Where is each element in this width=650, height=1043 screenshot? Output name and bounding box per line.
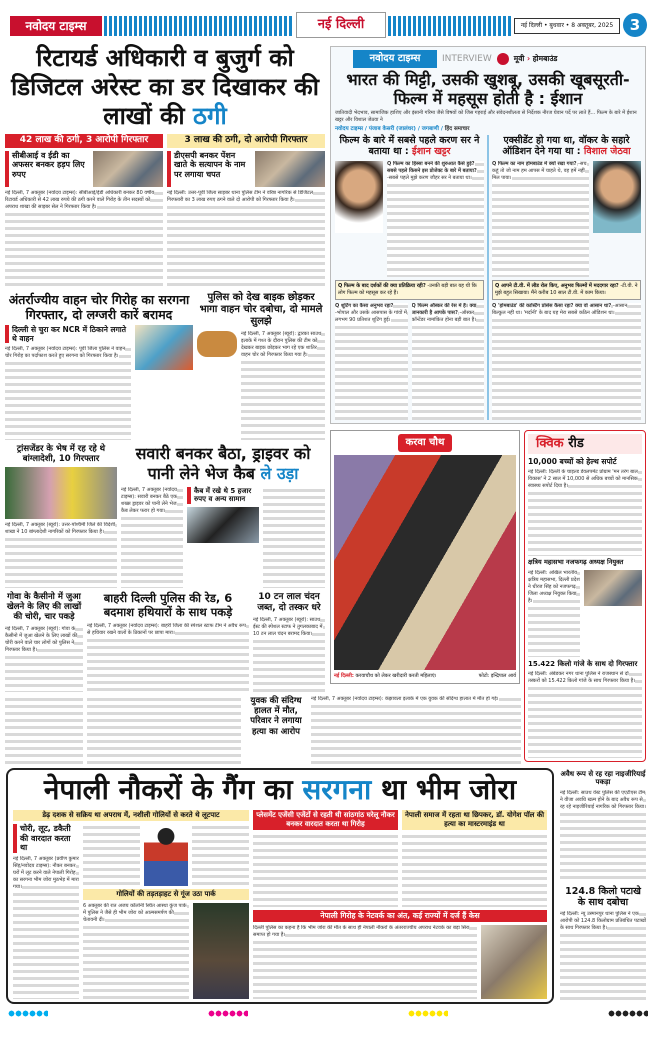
- goa-story: [5, 592, 83, 692]
- trans-photo: [5, 467, 117, 519]
- karwa-photo-box: [330, 430, 520, 684]
- vishal-column: [492, 135, 641, 420]
- nepali-body-col2: [83, 824, 140, 886]
- nepali-sub-3: नेपाली समाज में रहता था छिपकर, डॉ. योगेश पॉल की हत्या का मास्टरमाइंड था: [402, 810, 547, 830]
- karwa-photo: [334, 455, 516, 670]
- interview-headline: भारत की मिट्टी, उसकी खुशबू, उसकी खूबसूरती- फिल्म में महसूस होती है : ईशान: [346, 70, 630, 108]
- vishal-qa-3: Q 'होमबाउंड' की कास्टिंग प्रोसेस कैसा रहा? क्या वो आसान था? -आसान बिल्कुल नहीं था। 'मर्दानी' के बाद यह मेरा सबसे कठिन ऑडिशन था।: [492, 303, 641, 420]
- ishaan-column: [335, 135, 484, 420]
- handcuffs-icon: [197, 331, 237, 357]
- outer-body: नई दिल्ली, 7 अक्तूबर (नवोदय टाइम्स): बाहरी जिला की स्पेशल स्टाफ टीम ने अवैध रूप से हथियार रखने वालों के ठिकानों पर छापा मारा।: [87, 623, 249, 692]
- lead-subheads: [5, 134, 325, 148]
- nepali-sub-5: नेपाली गिरोह के नेटवर्क का अंत, कई राज्यों में दर्ज हैं केस: [253, 910, 547, 922]
- nepali-left-top: [83, 824, 249, 886]
- vehicle-story: [5, 292, 193, 440]
- nepali-body-col4: [253, 833, 398, 907]
- quick-item-2-photo: [584, 570, 642, 606]
- quick-read-box: [524, 430, 646, 762]
- color-registration-marks: [8, 1010, 648, 1022]
- quick-read-title: क्विक रीड: [528, 434, 642, 454]
- lead-kicker-row-1: [5, 151, 163, 187]
- lower-left-stories: [5, 592, 325, 692]
- outer-body-continued: [87, 696, 241, 764]
- nepali-body-area: [13, 810, 547, 999]
- thief-illustration: [144, 824, 188, 886]
- lead-photo-2: [255, 151, 325, 187]
- cab-headline: सवारी बनकर बैठा, ड्राइवर को पानी लेने भेज कैब ले उड़ा: [135, 444, 311, 483]
- trans-cab-stories: [5, 444, 325, 588]
- nepali-body-3: दिल्ली पुलिस का कहना है कि भीम जोरा की मौत के साथ ही नेपाली नौकरों के अंतरराज्यीय अपराध नेटवर्क का बड़ा सिरा समाप्त हो गया है।: [253, 925, 477, 999]
- nepali-kicker: चोरी, लूट, डकैती की वारदात करता था: [13, 824, 79, 853]
- page-number: 3: [623, 13, 647, 37]
- nepali-body-2: 6 अक्तूबर की रात अजय कॉलोनी स्थित आस्था कुंज पार्क में पुलिस ने जैसे ही भीम जोरा को आत्मसमर्पण की चेतावनी दी।: [83, 903, 189, 999]
- vehicle-body: नई दिल्ली, 7 अक्तूबर (नवोदय टाइम्स): पूर्वी जिला पुलिस ने वाहन चोर गिरोह का पर्दाफाश करते हुए सरगना को गिरफ्तार किया है।: [5, 346, 131, 440]
- interview-tag: INTERVIEW: [442, 54, 492, 64]
- nepali-left-content: [13, 824, 249, 999]
- quick-item-3-body: नई दिल्ली: अंबेडकर नगर थाना पुलिस ने राजस्थान से दो तस्करों को 15.422 किलो गांजे के साथ गिरफ्तार किया है।: [528, 671, 642, 758]
- lower-left-bottom: [5, 696, 521, 764]
- vehicle-text-col: [5, 325, 131, 440]
- lead-body-1: नई दिल्ली, 7 अक्तूबर (नवोदय टाइम्स): सीबीआई/ईडी अधिकारी बनकर 80 वर्षीय रिटायर्ड अधिकारी से 42 लाख रुपये की ठगी करने वाले गिरोह के तीन सदस्यों को अपराध शाखा की साइबर सेल ने गिरफ्तार किया है।: [5, 190, 163, 288]
- lead-column-1: [5, 151, 163, 288]
- side-headline-1: अवैध रूप से रह रहा नाइजीरियाई पकड़ा: [560, 770, 646, 787]
- goa-body: नई दिल्ली, 7 अक्तूबर (ब्यूरो): गोवा के कैसीनो में जुआ खेलने के लिए लाखों की चोरी करने वाले चार लोगों को पुलिस ने गिरफ्तार किया है।: [5, 626, 83, 692]
- crime-scene-photo: [481, 925, 547, 999]
- ishaan-top: [335, 161, 484, 278]
- nepali-right-bottom: [253, 925, 547, 999]
- interview-credits: नवोदय टाइम्स / पंजाब केसरी (जालंधर) / जगबाणी / हिंद समाचार: [335, 126, 470, 132]
- cab-body: नई दिल्ली, 7 अक्तूबर (नवोदय टाइम्स): सवारी बनकर बैठे एक शख्स ड्राइवर को पानी लेने भेज कैब लेकर फरार हो गया।: [121, 487, 183, 588]
- nepali-sub-2: प्लेसमेंट एजेंसी एजेंटों से रहती थी सांठगांठ घरेलू नौकर बनकर वारदात करता था गिरोह: [253, 810, 398, 830]
- vishal-qa-2: Q आपने टी.वी. में लीड रोल किए, अनुभव फिल्मों में मददगार रहा? -टी.वी. ने मुझे बहुत सिखाया। मैंने करीब 10 साल टी.वी. में काम किया।: [492, 280, 641, 300]
- sandal-headline: 10 टन लाल चंदन जब्त, दो तस्कर धरे: [257, 592, 321, 613]
- cab-content: [121, 487, 325, 588]
- cab-photo: [187, 507, 259, 543]
- nepali-sub-1: डेढ़ दशक से सक्रिय था अपराध में, नशीली गोलियों से करते थे लूटपाट: [13, 810, 249, 821]
- trans-body: नई दिल्ली, 7 अक्तूबर (ब्यूरो): उत्तर-पश्चिमी जिले की विदेशी शाखा ने 10 बांग्लादेशी नागरिकों को गिरफ्तार किया है।: [5, 522, 117, 588]
- nepali-left: [13, 810, 249, 999]
- youth-body: नई दिल्ली, 7 अक्तूबर (नवोदय टाइम्स): कंझावला इलाके में एक युवक की संदिग्ध हालात में मौत हो गई।: [311, 696, 521, 764]
- lead-columns: [5, 151, 325, 288]
- ishaan-headline: फिल्म के बारे में सबसे पहले करण सर ने बताया था : ईशान खट्टर: [339, 135, 480, 158]
- quick-item-1-headline: 10,000 बच्चों को हेल्थ सपोर्ट: [528, 457, 617, 466]
- cab-story: [121, 444, 325, 588]
- side-body-1: नई दिल्ली: साउथ वेस्ट पुलिस की एएटीएस टीम ने वीजा अवधि खत्म होने के बाद अवैध रूप से रह रहे नाइजीरियाई नागरिक को गिरफ्तार किया।: [560, 790, 646, 883]
- nepali-body-col3: [192, 824, 249, 886]
- lead-body-2: नई दिल्ली: उत्तर-पूर्वी जिला साइबर थाना पुलिस टीम ने वरिष्ठ नागरिक से डिजिटल गिरफ्तारी का 3 लाख रुपए ठगने वाले दो आरोपी को गिरफ्तार किया है।: [167, 190, 325, 288]
- interview-section-label: मूवी › होमबाउंड: [513, 54, 558, 63]
- vehicle-illustration: [135, 325, 193, 370]
- encounter-photo: [193, 903, 249, 999]
- youth-headline: युवक की संदिग्ध हालत में मौत, परिवार ने लगाया हत्या का आरोप: [250, 696, 302, 737]
- bike-body: नई दिल्ली, 7 अक्तूबर (ब्यूरो): द्वारका साउथ इलाके में गश्त के दौरान पुलिस की टीम को देखकर बाइक छोड़कर भाग रहे एक शातिर वाहन चोर को गिरफ्तार किया गया है।: [241, 331, 325, 440]
- header-stripe-right: [388, 16, 512, 36]
- nepali-right: [253, 810, 547, 999]
- quick-item-2-body: नई दिल्ली: अखिल भारतीय क्षत्रिय महासभा, दिल्ली प्रदेश ने धीरज सिंह को नजफगढ़ जिला अध्यक्ष नियुक्त किया है।: [528, 570, 580, 657]
- film-reel-icon: [497, 53, 509, 65]
- side-body-2: नई दिल्ली: न्यू उस्मानपुर थाना पुलिस ने एक आरोपी को 124.8 किलोग्राम प्रतिबंधित पटाखों के साथ गिरफ्तार किया है।: [560, 911, 646, 1004]
- cab-body-2: [263, 487, 325, 588]
- ishaan-qa-2: Q फिल्म के बाद दर्शकों की क्या प्रतिक्रिया रही? -उनकी बड़ी बात यह थी कि लोग फिल्म को महसूस कर रहे हैं।: [335, 280, 484, 300]
- quick-item-3-headline: 15.422 किलो गांजे के साथ दो गिरफ्तार: [528, 659, 638, 668]
- side-column: [560, 770, 646, 1004]
- nepali-headline: नेपाली नौकरों के गैंग का सरगना था भीम जोरा: [43, 773, 517, 806]
- bike-story: [197, 292, 325, 440]
- nepali-body-1: नई दिल्ली, 7 अक्तूबर (प्रवीण कुमार सिंह/नवोदय टाइम्स): नौकर बनकर घरों में लूट करने वाले नेपाली गिरोह का सरगना भीम जोरा मुठभेड़ में मारा गया।: [13, 856, 79, 999]
- ishaan-photo: [335, 161, 383, 233]
- bike-content: [197, 331, 325, 440]
- side-headline-2: 124.8 किलो पटाखे के साथ दबोचा: [565, 885, 641, 908]
- outer-headline: बाहरी दिल्ली पुलिस की रेड, 6 बदमाश हथियारों के साथ पकड़े: [103, 591, 233, 619]
- interview-section: [330, 46, 646, 424]
- cab-kicker: कैब में रखे थे 5 हजार रुपए व अन्य सामान: [187, 487, 259, 504]
- logo: नवोदय टाइम्स: [10, 16, 102, 36]
- quick-item-1-body: नई दिल्ली: दिल्ली के चाइल्ड डेवलपमेंट प्रोग्राम 'मन तरंग बाल विकास' ने 2 साल में 10,000 से अधिक बच्चों को मानसिक स्वास्थ्य सपोर्ट दिया है।: [528, 469, 642, 556]
- interview-logo: नवोदय टाइम्स: [353, 50, 437, 68]
- trans-headline: ट्रांसजेंडर के भेष में रह रहे थे बांग्लादेशी, 10 गिरफ्तार: [16, 444, 106, 465]
- karwa-tag: करवा चौथ: [398, 434, 453, 452]
- interview-divider: [487, 135, 489, 420]
- vehicle-bike-stories: [5, 292, 325, 440]
- nepali-left-bottom: [83, 903, 249, 999]
- lead-kicker-row-2: [167, 151, 325, 187]
- interview-intro: जातिवादी भेदभाव, सामाजिक हाशिए और इंसानी गरिमा जैसे विषयों को जिस गहराई और संवेदनशीलता से निर्देशक नीरज घेवान पर्दे पर लाते हैं... फिल्म के बारे में ईशान खट्टर और विशाल जेठवा ने: [335, 110, 637, 123]
- nepali-left-first: [13, 824, 79, 999]
- karwa-caption: नई दिल्ली: करवाचौथ को लेकर खरीदारी करती महिलाएं। फोटो: इन्द्रिपाल आर्य: [334, 673, 516, 679]
- vishal-headline: एक्सीडेंट हो गया था, वॉकर के सहारे ऑडिशन देने गया था : विशाल जेठवा: [502, 135, 631, 158]
- date-line: नई दिल्ली • बुधवार • 8 अक्तूबर, 2025: [514, 18, 620, 34]
- city-label: नई दिल्ली: [296, 12, 386, 38]
- masthead: [0, 10, 650, 42]
- goa-body-continued: [5, 696, 83, 764]
- vishal-photo: [593, 161, 641, 233]
- ishaan-bottom: [335, 303, 484, 420]
- cab-center: [187, 487, 259, 588]
- lead-photo-1: [93, 151, 163, 187]
- sandal-body: नई दिल्ली, 7 अक्तूबर (ब्यूरो): साउथ ईस्ट की स्पेशल स्टाफ ने तुगलकाबाद में 10 टन लाल चंदन बरामद किया।: [253, 617, 325, 692]
- lead-subhead-2: 3 लाख की ठगी, दो आरोपी गिरफ्तार: [167, 134, 325, 148]
- nepali-left-second: [83, 824, 249, 999]
- trans-story: [5, 444, 117, 588]
- interview-tagline: [335, 50, 641, 68]
- vishal-qa-1: Q फिल्म का नाम होमबाउंड में क्यों रखा गया? -सच कहूं तो जो नाम हम आपस में चाहते थे, वह हमें नहीं मिल पाया।: [492, 161, 589, 278]
- ishaan-qa-3: Q शूटिंग का कैसा अनुभव रहा? -भोपाल और उसके आसपास के गांवों में लगभग 90 प्रतिशत शूटिंग हुई।: [335, 303, 408, 420]
- ishaan-qa-1: Q फिल्म का हिस्सा बनने की शुरुआत कैसे हुई? सबसे पहले किसने इस प्रोजेक्ट के बारे में बताया? -सबसे पहले मुझे करण जौहर सर ने बताया था।: [387, 161, 484, 278]
- lead-subhead-1: 42 लाख की ठगी, 3 आरोपी गिरफ्तार: [5, 134, 163, 148]
- outer-story: [87, 592, 249, 692]
- quick-item-2-headline: क्षत्रिय महासभा नजफगढ़ अध्यक्ष नियुक्त: [528, 557, 624, 566]
- interview-columns: [335, 135, 641, 420]
- vishal-top: [492, 161, 641, 278]
- goa-headline: गोवा के कैसीनो में जुआ खेलने के लिए की लाखों की चोरी, चार पकड़े: [6, 592, 82, 623]
- nepali-sub-4: गोलियों की तड़तड़ाहट से गूंज उठा पार्क: [83, 889, 249, 900]
- lead-headline: रिटायर्ड अधिकारी व बुजुर्ग को डिजिटल अरेस्ट का डर दिखाकर की लाखों की ठगी: [11, 44, 319, 130]
- vehicle-kicker: दिल्ली से चुरा कर NCR में ठिकाने लगाते थे वाहन: [5, 325, 131, 343]
- lead-kicker-1: सीबीआई व ईडी का अफसर बनकर हड़प लिए रुपए: [5, 151, 89, 187]
- vehicle-content: [5, 325, 193, 440]
- nepali-section: [6, 768, 554, 1004]
- nepali-right-subs: [253, 810, 547, 830]
- quick-item-2-content: [528, 570, 642, 657]
- bike-headline: पुलिस को देख बाइक छोड़कर भागा वाहन चोर दबोचा, दो मामले सुलझे: [199, 292, 323, 327]
- vehicle-headline: अंतर्राज्यीय वाहन चोर गिरोह का सरगना गिरफ्तार, दो लग्जरी कारें बरामद: [8, 292, 190, 322]
- ishaan-qa-4: Q फिल्म ऑस्कर की रेस में है। क्या जानकारी है आपके पास? -ऑस्कर कॉन्टेंडर नामांकित होना बड़ी बात है।: [412, 303, 485, 420]
- sandal-story: [253, 592, 325, 692]
- nepali-right-text: [253, 833, 547, 907]
- nepali-body-col5: [402, 833, 547, 907]
- lead-column-2: [167, 151, 325, 288]
- lead-kicker-2: डीएसपी बनकर पेंशन खाते के सत्यापन के नाम पर लगाया चपत: [167, 151, 251, 187]
- header-stripe: [104, 16, 294, 36]
- lead-story: [5, 44, 325, 288]
